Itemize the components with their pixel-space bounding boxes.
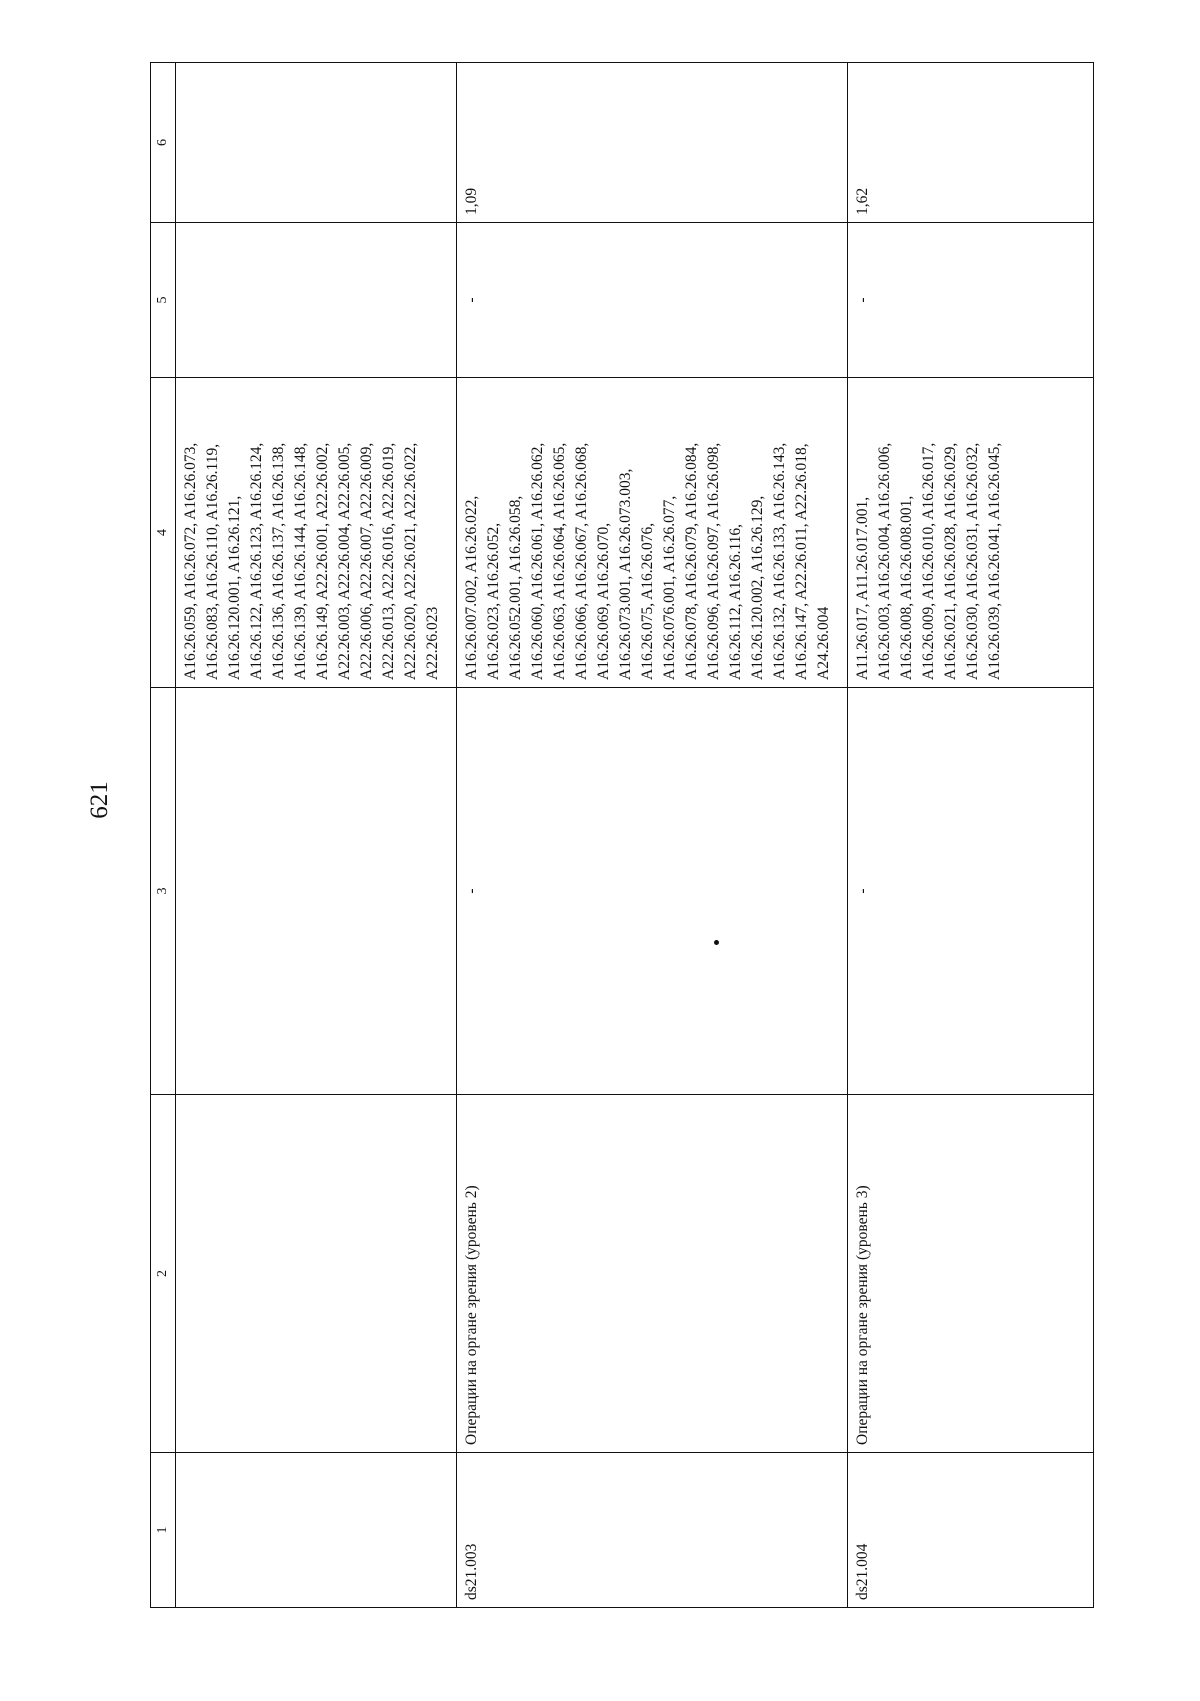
header-cell-3: 3	[151, 688, 176, 1095]
page-number: 621	[86, 781, 113, 819]
header-cell-2: 2	[151, 1095, 176, 1453]
row-coefficient: 1,62	[848, 63, 1094, 223]
row-code: ds21.003	[457, 1453, 848, 1608]
rotated-page-content	[150, 63, 1065, 1608]
row-service-codes: A11.26.017, A11.26.017.001, A16.26.003, A16.26.004, A16.26.006, A16.26.008, A16.26.008.001, A16.26.009, A16.26.010, A16.26.017, A16.26.021, A16.26.028, A16.26.029, A16.26.030, A16.26.031, A16.26.032, A16.26.039, A16.26.041, A16.26.045,	[848, 378, 1094, 688]
row-coefficient: 1,09	[457, 63, 848, 223]
row-name	[176, 1095, 457, 1453]
row-col5: -	[848, 223, 1094, 378]
table-row	[848, 63, 1094, 1608]
scan-speck	[714, 940, 719, 945]
header-cell-4: 4	[151, 378, 176, 688]
header-row	[151, 63, 176, 1608]
row-name: Операции на органе зрения (уровень 2)	[457, 1095, 848, 1453]
row-code: ds21.004	[848, 1453, 1094, 1608]
row-code	[176, 1453, 457, 1608]
row-service-codes: A16.26.059, A16.26.072, A16.26.073, A16.26.083, A16.26.110, A16.26.119, A16.26.120.001, A16.26.121, A16.26.122, A16.26.123, A16.26.124, A16.26.136, A16.26.137, A16.26.138, A16.26.139, A16.26.144, A16.26.148, A16.26.149, A22.26.001, A22.26.002, A22.26.003, A22.26.004, A22.26.005, A22.26.006, A22.26.007, A22.26.009, A22.26.013, A22.26.016, A22.26.019, A22.26.020, A22.26.021, A22.26.022, A22.26.023	[176, 378, 457, 688]
row-coefficient	[176, 63, 457, 223]
row-col5: -	[457, 223, 848, 378]
header-cell-5: 5	[151, 223, 176, 378]
row-name: Операции на органе зрения (уровень 3)	[848, 1095, 1094, 1453]
row-col3: -	[848, 688, 1094, 1095]
header-cell-6: 6	[151, 63, 176, 223]
row-col3	[176, 688, 457, 1095]
table-row	[176, 63, 457, 1608]
row-col3: -	[457, 688, 848, 1095]
tariff-table	[150, 62, 1094, 1608]
table-row	[457, 63, 848, 1608]
row-col5	[176, 223, 457, 378]
row-service-codes: A16.26.007.002, A16.26.022, A16.26.023, A16.26.052, A16.26.052.001, A16.26.058, A16.26.060, A16.26.061, A16.26.062, A16.26.063, A16.26.064, A16.26.065, A16.26.066, A16.26.067, A16.26.068, A16.26.069, A16.26.070, A16.26.073.001, A16.26.073.003, A16.26.075, A16.26.076, A16.26.076.001, A16.26.077, A16.26.078, A16.26.079, A16.26.084, A16.26.096, A16.26.097, A16.26.098, A16.26.112, A16.26.116, A16.26.120.002, A16.26.129, A16.26.132, A16.26.133, A16.26.143, A16.26.147, A22.26.011, A22.26.018, A24.26.004	[457, 378, 848, 688]
header-cell-1: 1	[151, 1453, 176, 1608]
